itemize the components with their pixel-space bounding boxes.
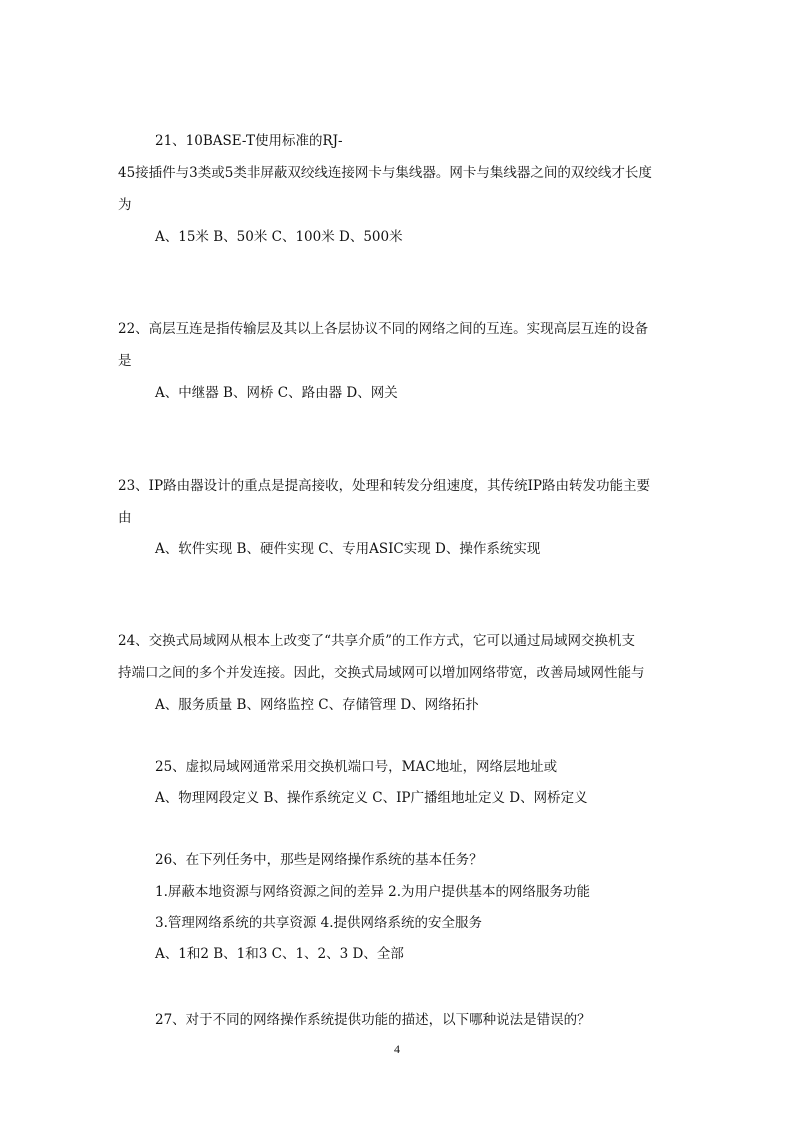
- q21-options: A、15米 B、50米 C、100米 D、500米: [155, 229, 403, 245]
- q25-options: A、物理网段定义 B、操作系统定义 C、IP广播组地址定义 D、网桥定义: [155, 790, 588, 806]
- q22-line-1: 22、高层互连是指传输层及其以上各层协议不同的网络之间的互连。实现高层互连的设备: [118, 321, 649, 337]
- q26-line-1: 26、在下列任务中，那些是网络操作系统的基本任务？: [155, 852, 483, 868]
- q24-line-2: 持端口之间的多个并发连接。因此，交换式局域网可以增加网络带宽，改善局域网性能与: [118, 665, 645, 681]
- q23-line-2: 由: [118, 510, 132, 526]
- q27-line-1: 27、对于不同的网络操作系统提供功能的描述，以下哪种说法是错误的？: [155, 1012, 591, 1028]
- q22-line-2: 是: [118, 353, 132, 369]
- q24-options: A、服务质量 B、网络监控 C、存储管理 D、网络拓扑: [155, 697, 479, 713]
- q26-option-3: A、1和2 B、1和3 C、1、2、3 D、全部: [155, 946, 404, 962]
- q24-line-1: 24、交换式局域网从根本上改变了“共享介质”的工作方式，它可以通过局域网交换机支: [118, 633, 635, 649]
- q23-line-1: 23、IP路由器设计的重点是提高接收，处理和转发分组速度，其传统IP路由转发功能主要: [118, 478, 651, 494]
- q25-line-1: 25、虚拟局域网通常采用交换机端口号，MAC地址，网络层地址或: [155, 759, 558, 775]
- q23-options: A、软件实现 B、硬件实现 C、专用ASIC实现 D、操作系统实现: [155, 541, 541, 557]
- q26-option-1: 1.屏蔽本地资源与网络资源之间的差异 2.为用户提供基本的网络服务功能: [155, 884, 591, 900]
- q22-options: A、中继器 B、网桥 C、路由器 D、网关: [155, 385, 398, 401]
- page-number: 4: [394, 1042, 400, 1056]
- q21-line-3: 为: [118, 197, 132, 213]
- q26-option-2: 3.管理网络系统的共享资源 4.提供网络系统的安全服务: [155, 915, 483, 931]
- q21-line-2: 45接插件与3类或5类非屏蔽双绞线连接网卡与集线器。网卡与集线器之间的双绞线才长度: [118, 165, 652, 181]
- q21-line-1: 21、10BASE-T使用标准的RJ-: [155, 133, 343, 149]
